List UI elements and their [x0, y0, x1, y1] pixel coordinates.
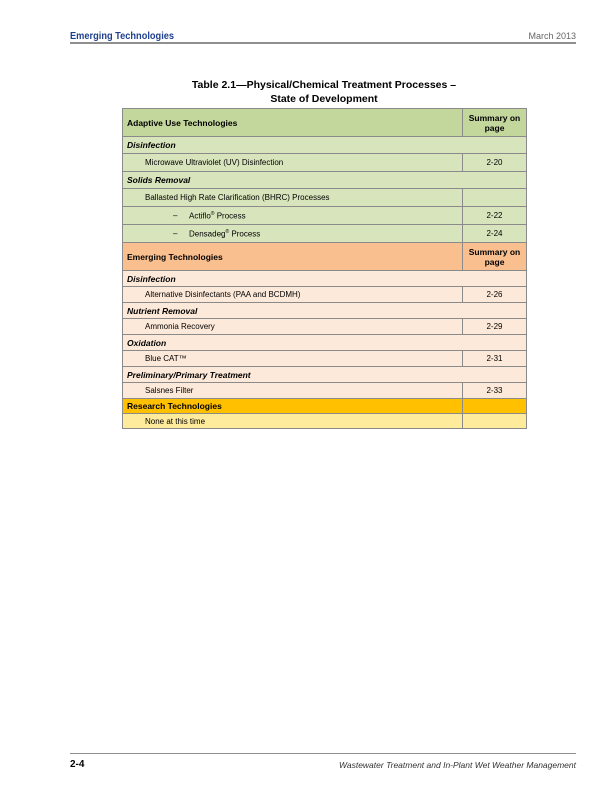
- table-row: [123, 287, 527, 303]
- page-reference: 2-26: [463, 287, 527, 303]
- page-reference: 2-20: [463, 154, 527, 172]
- category-row: [123, 137, 527, 154]
- page-reference: 2-31: [463, 351, 527, 367]
- table-row: [123, 154, 527, 172]
- subitem-suffix: Process: [214, 211, 246, 221]
- category-row: [123, 271, 527, 287]
- section-header-adaptive: [123, 109, 527, 137]
- section-title: Adaptive Use Technologies: [123, 109, 463, 137]
- table-row: [123, 351, 527, 367]
- technology-name: Salsnes Filter: [123, 383, 463, 399]
- technology-name: Microwave Ultraviolet (UV) Disinfection: [123, 154, 463, 172]
- table-row: [123, 383, 527, 399]
- registered-mark: ®: [210, 210, 215, 217]
- section-header-research: [123, 399, 527, 414]
- running-header-title: Emerging Technologies: [70, 30, 175, 42]
- summary-column-header: Summary on page: [463, 109, 527, 137]
- technology-name: Ballasted High Rate Clarification (BHRC) Processes: [123, 189, 463, 207]
- category-row: [123, 303, 527, 319]
- document-title: Wastewater Treatment and In-Plant Wet Weather Management: [338, 760, 576, 770]
- caption-line-2: State of Development: [270, 92, 378, 105]
- technology-name: None at this time: [123, 414, 463, 429]
- category-label: Preliminary/Primary Treatment: [123, 367, 527, 383]
- subitem-suffix: Process: [229, 229, 261, 239]
- page-reference: [463, 189, 527, 207]
- caption-line-1: Table 2.1—Physical/Chemical Treatment Processes –: [191, 79, 457, 91]
- technology-name: Ammonia Recovery: [123, 319, 463, 335]
- subitem-name: Actiflo: [189, 211, 211, 221]
- page-reference: 2-22: [463, 207, 527, 225]
- empty-cell: [463, 414, 527, 429]
- page-reference: 2-24: [463, 225, 527, 243]
- page-number: 2-4: [70, 759, 85, 770]
- table-caption: [122, 79, 526, 106]
- section-title: Research Technologies: [123, 399, 463, 414]
- section-header-emerging: [123, 243, 527, 271]
- technology-name: Blue CAT™: [123, 351, 463, 367]
- footer-rule: [70, 753, 576, 754]
- header-rule: [70, 42, 576, 44]
- category-label: Disinfection: [123, 137, 527, 154]
- category-label: Oxidation: [123, 335, 527, 351]
- dash-marker: –: [173, 211, 178, 221]
- category-label: Solids Removal: [123, 172, 527, 189]
- table-row: [123, 319, 527, 335]
- category-row: [123, 335, 527, 351]
- table-row: [123, 414, 527, 429]
- page-reference: 2-29: [463, 319, 527, 335]
- empty-cell: [463, 399, 527, 414]
- table-row: [123, 225, 527, 243]
- registered-mark: ®: [225, 228, 230, 235]
- running-header-date: March 2013: [528, 31, 576, 41]
- subitem-name: Densadeg: [189, 229, 226, 239]
- category-row: [123, 367, 527, 383]
- technology-subitem: [123, 207, 463, 225]
- category-label: Nutrient Removal: [123, 303, 527, 319]
- section-title: Emerging Technologies: [123, 243, 463, 271]
- category-row: [123, 172, 527, 189]
- summary-column-header: Summary on page: [463, 243, 527, 271]
- category-label: Disinfection: [123, 271, 527, 287]
- treatment-processes-table: [122, 108, 527, 429]
- table-row: [123, 189, 527, 207]
- table-row: [123, 207, 527, 225]
- technology-name: Alternative Disinfectants (PAA and BCDMH): [123, 287, 463, 303]
- page-reference: 2-33: [463, 383, 527, 399]
- technology-subitem: [123, 225, 463, 243]
- dash-marker: –: [173, 229, 178, 239]
